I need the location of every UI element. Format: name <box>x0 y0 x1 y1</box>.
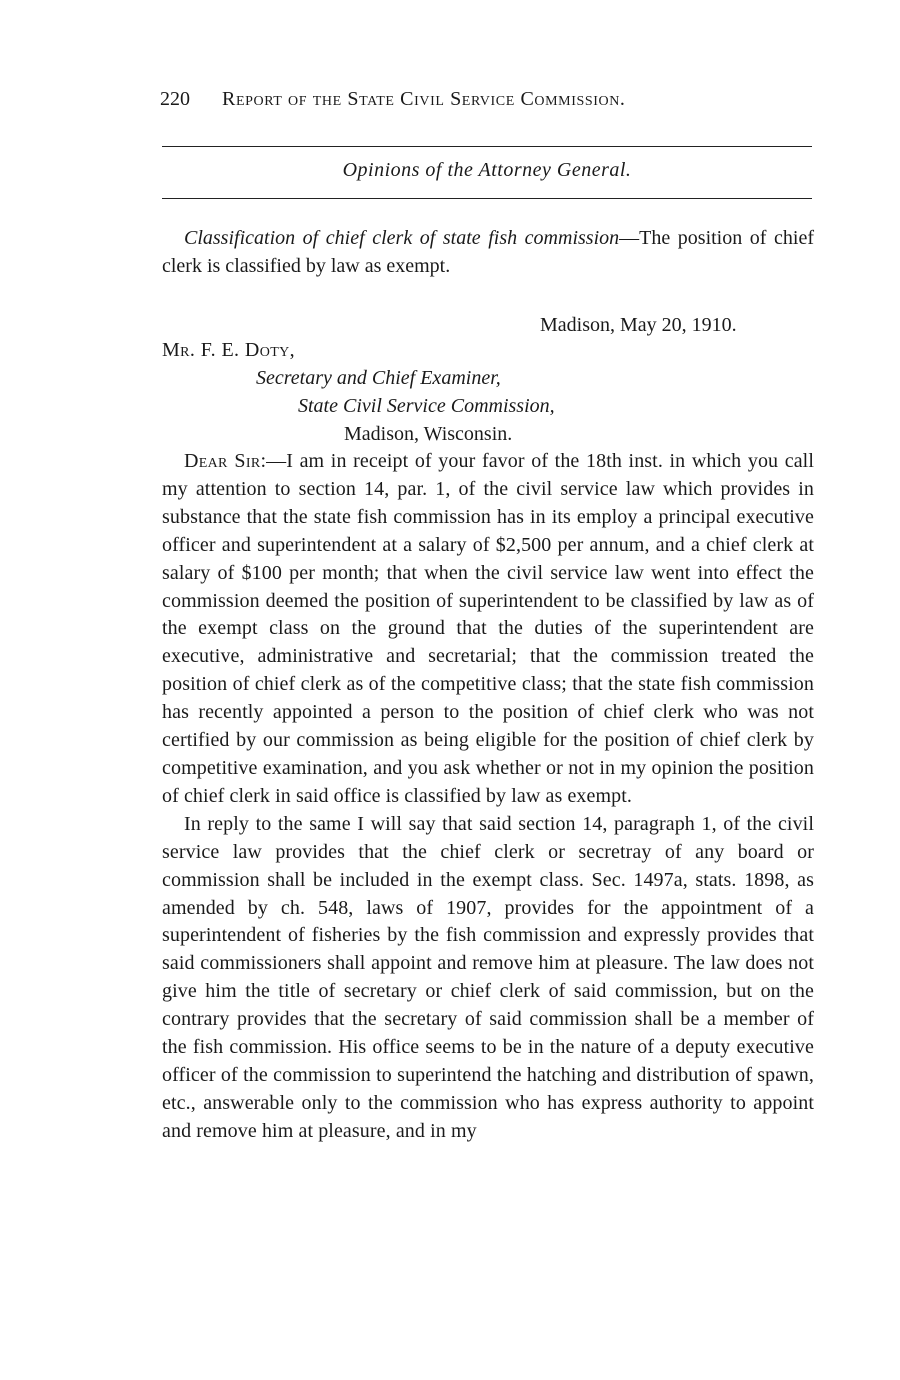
address-organization: State Civil Service Commission, <box>298 395 555 417</box>
running-head-title: Report of the State Civil Service Commission. <box>222 88 626 110</box>
section-heading: Opinions of the Attorney General. <box>342 159 632 181</box>
syllabus-topic: Classification of chief clerk of state fish commission <box>184 227 620 249</box>
address-location: Madison, Wisconsin. <box>344 423 513 445</box>
dateline: Madison, May 20, 1910. <box>540 314 737 336</box>
letter-paragraph-1-text: :—I am in receipt of your favor of the 18th inst. in which you call my attention to section 14, par. 1, of the civil service law which provides in substance that the state fish commission has in its employ a principal executive officer and superintendent at a salary of $2,500 per annum, and a chief clerk at salary of $100 per month; that when the civil service law went into effect the commission deemed the position of superintendent to be classified by law as of the exempt class on the ground that the duties of the superintendent are executive, administrative and secretarial; that the commission treated the position of chief clerk as of the competitive class; that the state fish commission has recently appointed a person to the position of chief clerk who was not certified by our commission as being eligible for the position of chief clerk by competitive examination, and you ask whether or not in my opinion the position of chief clerk in said office is classified by law as exempt. <box>162 450 814 807</box>
letter-paragraph <box>162 448 814 811</box>
letter-paragraph: In reply to the same I will say that said section 14, paragraph 1, of the civil service law provides that the chief clerk or secretray of any board or commission shall be included in the exempt class. Sec. 1497a, stats. 1898, as amended by ch. 548, laws of 1907, provides for the appointment of a superintendent of fisheries by the fish commission and expressly provides that said commissioners shall appoint and remove him at pleasure. The law does not give him the title of secretary or chief clerk of said commission, but on the contrary provides that the secretary of said commission shall be a member of the fish commission. His office seems to be in the nature of a deputy executive officer of the commission to superintend the hatching and distribution of spawn, etc., answerable only to the commission who has express authority to appoint and remove him at pleasure, and in my <box>162 812 814 1142</box>
address-title: Secretary and Chief Examiner, <box>256 367 501 389</box>
syllabus-holding: —The position of chief clerk is classified by law as exempt. <box>162 227 814 277</box>
page-number: 220 <box>160 88 190 110</box>
address-block <box>162 336 814 448</box>
address-recipient: Mr. F. E. Doty, <box>162 339 296 361</box>
letter-body <box>162 448 814 1146</box>
bottom-divider-rule <box>162 198 812 199</box>
top-divider-rule <box>162 146 812 147</box>
syllabus-paragraph <box>162 224 814 280</box>
running-head <box>160 86 820 112</box>
salutation: Dear Sir <box>184 450 261 472</box>
